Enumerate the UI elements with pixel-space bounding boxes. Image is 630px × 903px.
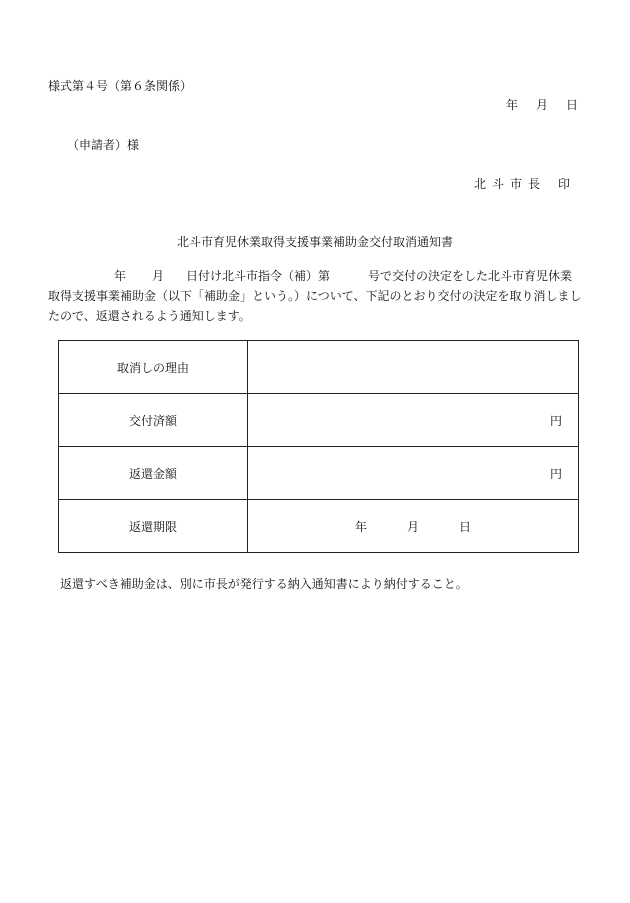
body-year: 年: [114, 269, 127, 283]
refund-deadline-value: [248, 500, 579, 553]
deadline-month: 月: [406, 519, 419, 534]
table-row: [59, 500, 579, 553]
paid-amount-value: 円: [248, 394, 579, 447]
info-table: [58, 340, 579, 553]
recipient: （申請者）様: [67, 138, 140, 152]
table-row: [59, 447, 579, 500]
issuer-title: 北斗市長: [473, 177, 546, 191]
body-segment-2: 号で交付の決定をした北斗市育児休業取得支援事業補助金（以下「補助金」という。）について、下記のとおり交付の決定を取り消しましたので、返還されるよう通知します。: [48, 269, 582, 323]
seal-mark: 印: [557, 177, 570, 191]
cancel-reason-value: [248, 341, 579, 394]
date-day: 日: [565, 98, 578, 112]
deadline-year: 年: [354, 519, 367, 534]
deadline-day: 日: [459, 519, 472, 534]
footer-note: 返還すべき補助金は、別に市長が発行する納入通知書により納付すること。: [60, 577, 468, 591]
form-number: 様式第４号（第６条関係）: [48, 79, 193, 93]
date-year: 年: [505, 98, 518, 112]
row-label: 返還期限: [59, 500, 248, 553]
body-month: 月: [152, 269, 165, 283]
row-label: 取消しの理由: [59, 341, 248, 394]
row-label: 交付済額: [59, 394, 248, 447]
table-row: [59, 341, 579, 394]
body-segment-1: 日付け北斗市指令（補）第: [186, 269, 331, 283]
body-paragraph: [48, 266, 583, 326]
issue-date: [506, 97, 578, 113]
issuer: [474, 176, 570, 192]
table-row: [59, 394, 579, 447]
refund-amount-value: 円: [248, 447, 579, 500]
date-month: 月: [535, 98, 548, 112]
row-label: 返還金額: [59, 447, 248, 500]
document-title: 北斗市育児休業取得支援事業補助金交付取消通知書: [176, 235, 453, 249]
